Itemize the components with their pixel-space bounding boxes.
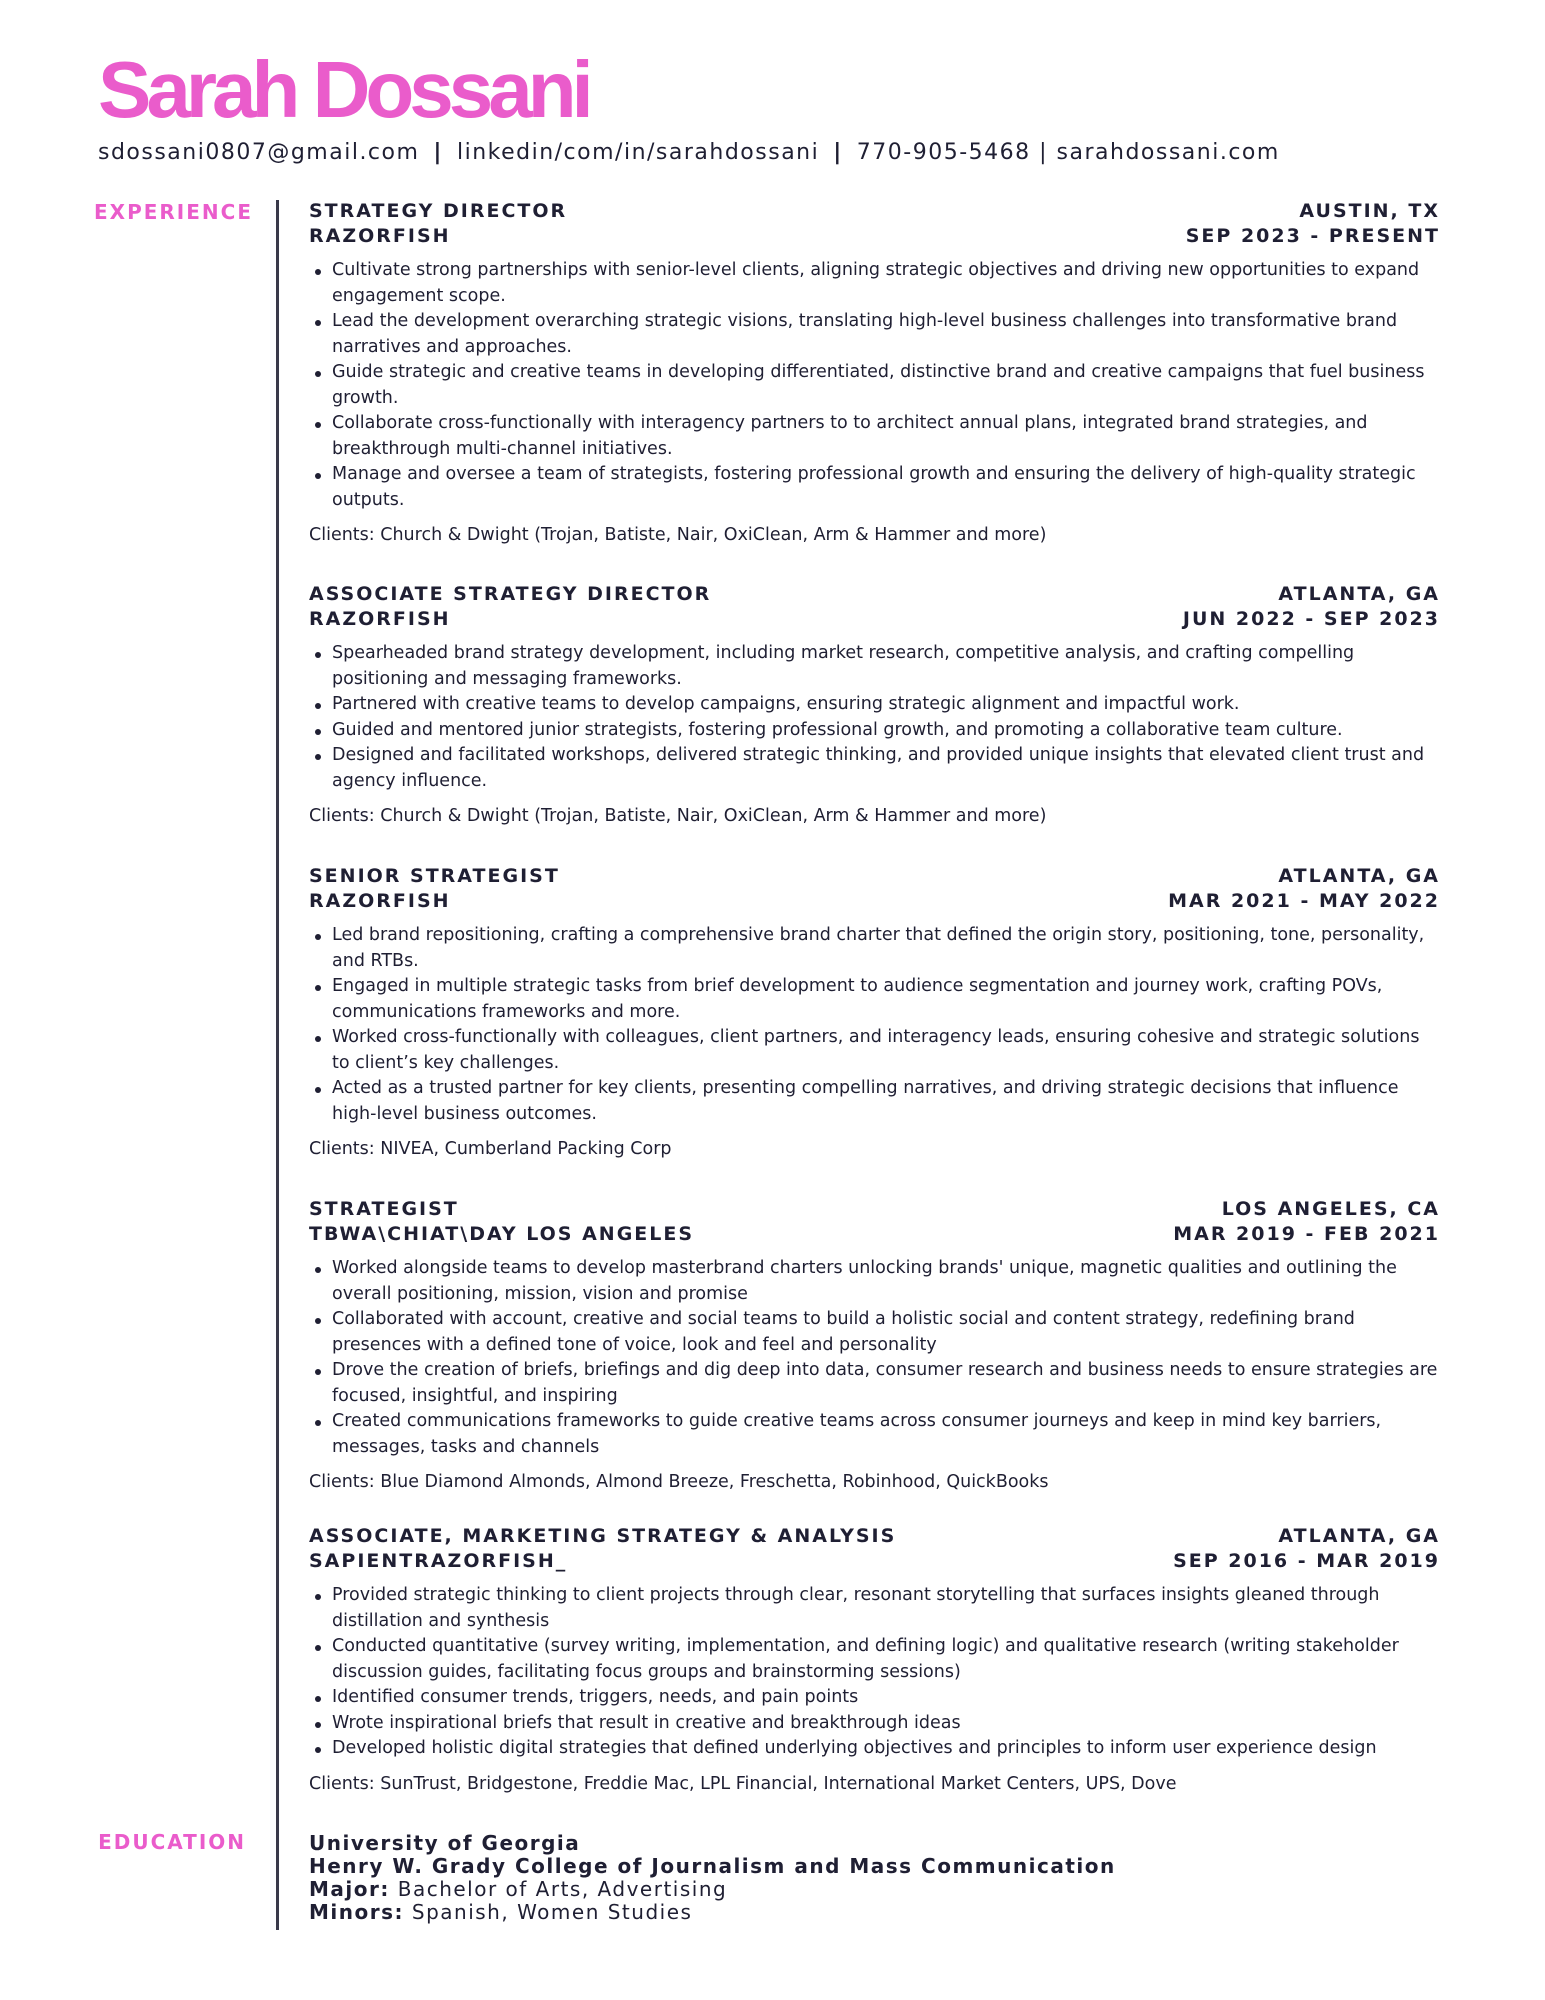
section-label-education: EDUCATION [98,1830,246,1854]
job-company: RAZORFISH [309,608,451,630]
job-bullet: Spearheaded brand strategy development, including market research, competitive analysis, and crafting compelling positioning and messaging frameworks. [309,641,1440,692]
job-dates: MAR 2021 - MAY 2022 [1168,890,1440,912]
job-bullet: Acted as a trusted partner for key clients, presenting compelling narratives, and driving strategic decisions that influence high-level business outcomes. [309,1076,1440,1127]
job-bullet: Engaged in multiple strategic tasks from brief development to audience segmentation and journey work, crafting POVs, communications frameworks and more. [309,974,1440,1025]
job-dates: JUN 2022 - SEP 2023 [1182,608,1440,630]
job-company: RAZORFISH [309,225,451,247]
resume-name: Sarah Dossani [98,45,589,134]
job-bullet: Developed holistic digital strategies that defined underlying objectives and principles to inform user experience design [309,1736,1440,1762]
job-entry [309,1525,1440,1797]
job-bullet: Cultivate strong partnerships with senior-level clients, aligning strategic objectives and driving new opportunities to expand engagement scope. [309,258,1440,309]
job-bullet: Collaborate cross-functionally with interagency partners to to architect annual plans, integrated brand strategies, and breakthrough multi-channel initiatives. [309,411,1440,462]
job-header [309,200,1440,252]
job-clients: Clients: Blue Diamond Almonds, Almond Breeze, Freschetta, Robinhood, QuickBooks [309,1472,1049,1492]
minors-value: Spanish, Women Studies [411,1900,693,1924]
job-dates: SEP 2016 - MAR 2019 [1173,1550,1440,1572]
job-company: SAPIENTRAZORFISH_ [309,1550,568,1572]
job-title: ASSOCIATE, MARKETING STRATEGY & ANALYSIS [309,1525,897,1547]
job-company: TBWA\CHIAT\DAY LOS ANGELES [309,1223,695,1245]
job-entry [309,865,1440,1162]
job-bullet: Wrote inspirational briefs that result in creative and breakthrough ideas [309,1711,1440,1737]
contact-line [98,140,1280,165]
job-bullet: Drove the creation of briefs, briefings and dig deep into data, consumer research and business needs to ensure strategies are focused, insightful, and inspiring [309,1358,1440,1409]
job-header [309,1525,1440,1577]
job-clients: Clients: Church & Dwight (Trojan, Batiste, Nair, OxiClean, Arm & Hammer and more) [309,806,1047,826]
job-clients: Clients: Church & Dwight (Trojan, Batiste, Nair, OxiClean, Arm & Hammer and more) [309,525,1047,545]
job-title: SENIOR STRATEGIST [309,865,560,887]
job-entry [309,1198,1440,1495]
job-bullets [309,1583,1440,1762]
job-company: RAZORFISH [309,890,451,912]
job-header [309,1198,1440,1250]
job-location: ATLANTA, GA [1278,1525,1440,1547]
education-minors-line [309,1901,1116,1924]
major-value: Bachelor of Arts, Advertising [397,1877,728,1901]
education-block [309,1832,1116,1924]
job-bullet: Provided strategic thinking to client projects through clear, resonant storytelling that surfaces insights gleaned through distillation and synthesis [309,1583,1440,1634]
job-title: ASSOCIATE STRATEGY DIRECTOR [309,583,712,605]
job-bullet: Led brand repositioning, crafting a comprehensive brand charter that defined the origin story, positioning, tone, personality, and RTBs. [309,923,1440,974]
job-clients: Clients: NIVEA, Cumberland Packing Corp [309,1139,672,1159]
job-bullets [309,641,1440,794]
job-bullet: Guide strategic and creative teams in developing differentiated, distinctive brand and creative campaigns that fuel business growth. [309,360,1440,411]
contact-separator: | [833,140,843,165]
job-bullet: Designed and facilitated workshops, delivered strategic thinking, and provided unique insights that elevated client trust and agency influence. [309,743,1440,794]
job-location: ATLANTA, GA [1278,583,1440,605]
email-link[interactable]: sdossani0807@gmail.com [98,140,420,165]
minors-label: Minors: [309,1900,405,1924]
job-location: AUSTIN, TX [1299,200,1440,222]
job-bullets [309,923,1440,1127]
job-dates: MAR 2019 - FEB 2021 [1173,1223,1440,1245]
job-bullet: Worked cross-functionally with colleagues, client partners, and interagency leads, ensuring cohesive and strategic solutions to client’s key challenges. [309,1025,1440,1076]
job-header [309,583,1440,635]
major-label: Major: [309,1877,390,1901]
education-major-line [309,1878,1116,1901]
job-bullet: Manage and oversee a team of strategists, fostering professional growth and ensuring the delivery of high-quality strategic outputs. [309,462,1440,513]
job-bullet: Lead the development overarching strategic visions, translating high-level business challenges into transformative brand narratives and approaches. [309,309,1440,360]
job-bullet: Conducted quantitative (survey writing, implementation, and defining logic) and qualitative research (writing stakeholder discussion guides, facilitating focus groups and brainstorming sessions) [309,1634,1440,1685]
job-clients: Clients: SunTrust, Bridgestone, Freddie Mac, LPL Financial, International Market Centers, UPS, Dove [309,1773,1177,1794]
section-label-experience: EXPERIENCE [94,200,253,224]
job-title: STRATEGIST [309,1198,459,1220]
job-location: LOS ANGELES, CA [1221,1198,1440,1220]
job-header [309,865,1440,917]
job-entry [309,583,1440,829]
job-bullet: Partnered with creative teams to develop campaigns, ensuring strategic alignment and impactful work. [309,692,1440,718]
job-dates: SEP 2023 - PRESENT [1185,225,1440,247]
linkedin-link[interactable]: linkedin/com/in/sarahdossani [456,140,820,165]
education-college: Henry W. Grady College of Journalism and Mass Communication [309,1854,1116,1878]
job-bullet: Created communications frameworks to guide creative teams across consumer journeys and keep in mind key barriers, messages, tasks and channels [309,1409,1440,1460]
phone-and-website[interactable]: 770-905-5468 | sarahdossani.com [856,140,1280,165]
job-bullet: Collaborated with account, creative and social teams to build a holistic social and content strategy, redefining brand presences with a defined tone of voice, look and feel and personality [309,1307,1440,1358]
job-location: ATLANTA, GA [1278,865,1440,887]
job-bullet: Guided and mentored junior strategists, fostering professional growth, and promoting a collaborative team culture. [309,718,1440,744]
contact-separator: | [433,140,443,165]
job-bullet: Identified consumer trends, triggers, needs, and pain points [309,1685,1440,1711]
job-entry [309,200,1440,548]
job-bullet: Worked alongside teams to develop masterbrand charters unlocking brands' unique, magnetic qualities and outlining the overall positioning, mission, vision and promise [309,1256,1440,1307]
job-bullets [309,258,1440,513]
job-bullets [309,1256,1440,1460]
section-divider-line [276,200,279,1930]
education-school: University of Georgia [309,1831,581,1855]
job-title: STRATEGY DIRECTOR [309,200,568,222]
